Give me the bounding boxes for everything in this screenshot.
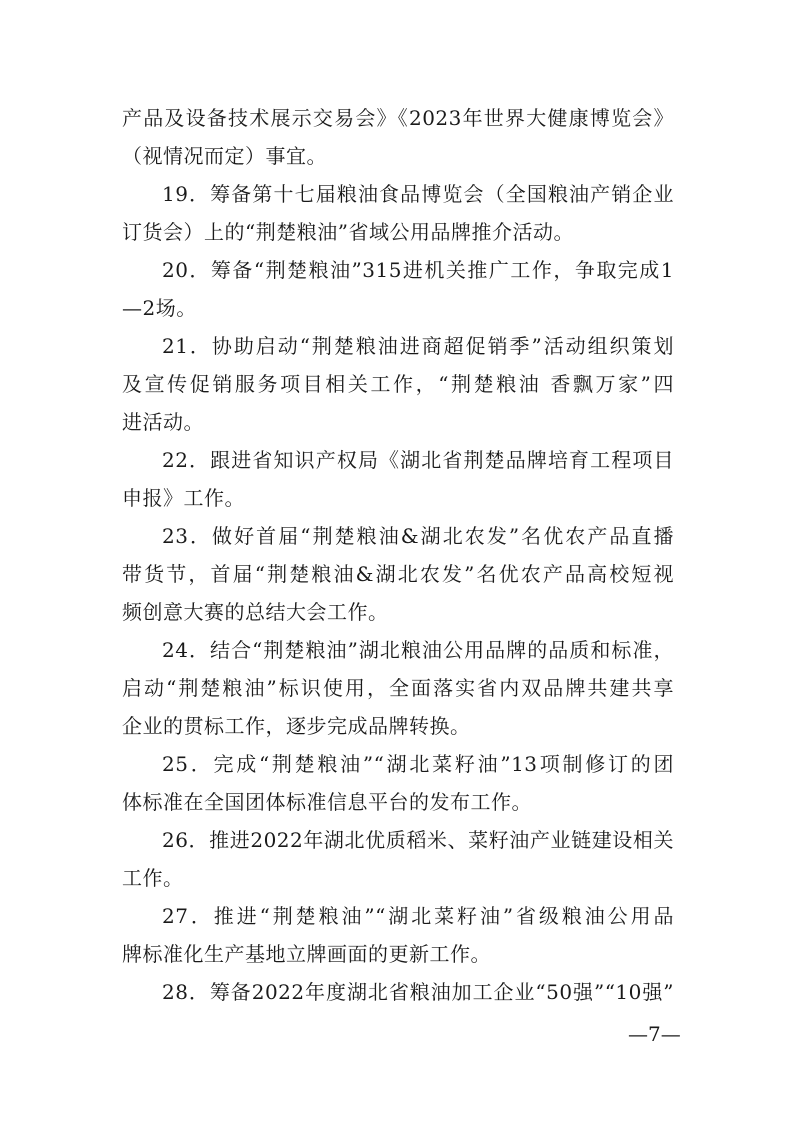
text-line: 带货节，首届“荆楚粮油&湖北农发”名优农产品高校短视 (122, 562, 674, 586)
text-line: 企业的贯标工作，逐步完成品牌转换。 (122, 714, 471, 738)
text-line: 订货会）上的“荆楚粮油”省域公用品牌推介活动。 (122, 220, 574, 244)
item-25-line: 25．完成“荆楚粮油”“湖北菜籽油”13项制修订的团 (162, 752, 674, 776)
item-28-line: 28．筹备2022年度湖北省粮油加工企业“50强”“10强” (162, 980, 674, 1004)
item-21-line: 21．协助启动“荆楚粮油进商超促销季”活动组织策划 (162, 334, 674, 358)
item-22-line: 22．跟进省知识产权局《湖北省荆楚品牌培育工程项目 (162, 448, 674, 472)
text-line: 及宣传促销服务项目相关工作，“荆楚粮油 香飘万家”四 (122, 372, 674, 396)
text-line: 产品及设备技术展示交易会》《2023年世界大健康博览会》 (122, 106, 674, 130)
text-line: 牌标准化生产基地立牌画面的更新工作。 (122, 942, 491, 966)
text-line: 进活动。 (122, 410, 204, 434)
item-20-line: 20．筹备“荆楚粮油”315进机关推广工作，争取完成1 (162, 258, 674, 282)
item-23-line: 23．做好首届“荆楚粮油&湖北农发”名优农产品直播 (162, 524, 674, 548)
item-24-line: 24．结合“荆楚粮油”湖北粮油公用品牌的品质和标准， (162, 638, 674, 662)
text-line: 频创意大赛的总结大会工作。 (122, 600, 389, 624)
text-line: 体标准在全国团体标准信息平台的发布工作。 (122, 790, 532, 814)
item-27-line: 27．推进“荆楚粮油”“湖北菜籽油”省级粮油公用品 (162, 904, 674, 928)
item-19-line: 19．筹备第十七届粮油食品博览会（全国粮油产销企业 (162, 182, 674, 206)
text-line: —2场。 (122, 296, 197, 320)
page-number: —7— (628, 1022, 681, 1046)
text-line: 工作。 (122, 866, 184, 890)
text-line: 申报》工作。 (122, 486, 245, 510)
item-26-line: 26．推进2022年湖北优质稻米、菜籽油产业链建设相关 (162, 828, 674, 852)
text-line: （视情况而定）事宜。 (122, 144, 327, 168)
text-line: 启动“荆楚粮油”标识使用，全面落实省内双品牌共建共享 (122, 676, 674, 700)
